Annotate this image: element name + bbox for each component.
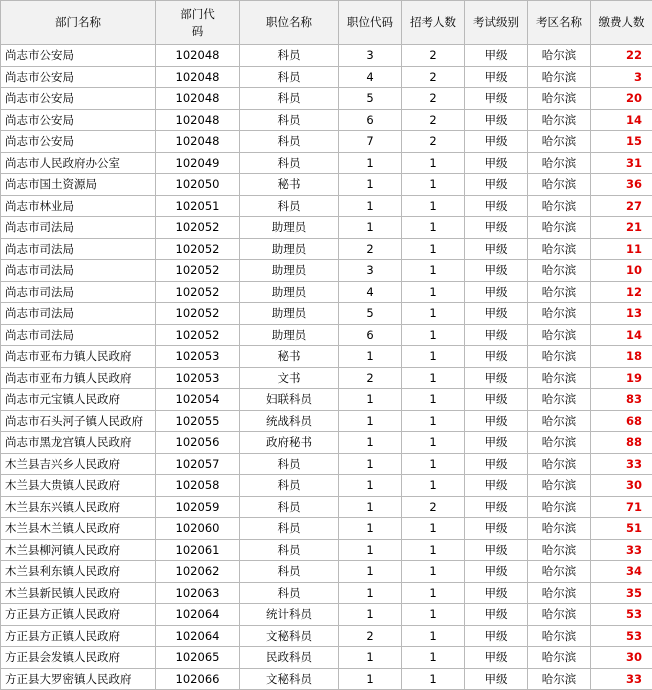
cell-dept-name: 尚志市元宝镇人民政府 — [1, 389, 156, 411]
table-row — [1, 324, 652, 346]
cell-dept-code: 102059 — [156, 496, 240, 518]
cell-position-code: 3 — [339, 45, 402, 67]
header-paid-count: 缴费人数 — [591, 1, 652, 45]
cell-paid-count: 21 — [591, 217, 652, 239]
table-row — [1, 152, 652, 174]
cell-exam-area: 哈尔滨 — [528, 324, 591, 346]
cell-exam-level: 甲级 — [465, 324, 528, 346]
cell-position-name: 科员 — [240, 152, 339, 174]
cell-position-code: 7 — [339, 131, 402, 153]
cell-exam-area: 哈尔滨 — [528, 238, 591, 260]
table-row — [1, 496, 652, 518]
cell-position-code: 1 — [339, 195, 402, 217]
cell-paid-count: 31 — [591, 152, 652, 174]
table-row — [1, 238, 652, 260]
cell-paid-count: 22 — [591, 45, 652, 67]
header-position-code: 职位代码 — [339, 1, 402, 45]
cell-position-code: 1 — [339, 174, 402, 196]
cell-position-code: 1 — [339, 582, 402, 604]
cell-position-code: 1 — [339, 152, 402, 174]
cell-exam-level: 甲级 — [465, 389, 528, 411]
cell-recruit-count: 2 — [402, 66, 465, 88]
cell-recruit-count: 1 — [402, 539, 465, 561]
cell-exam-area: 哈尔滨 — [528, 518, 591, 540]
cell-dept-name: 尚志市司法局 — [1, 281, 156, 303]
cell-recruit-count: 1 — [402, 410, 465, 432]
cell-position-name: 文秘科员 — [240, 625, 339, 647]
table-row — [1, 367, 652, 389]
cell-dept-code: 102060 — [156, 518, 240, 540]
cell-dept-code: 102055 — [156, 410, 240, 432]
cell-position-name: 助理员 — [240, 217, 339, 239]
cell-exam-level: 甲级 — [465, 303, 528, 325]
cell-position-code: 1 — [339, 668, 402, 690]
cell-exam-level: 甲级 — [465, 668, 528, 690]
cell-paid-count: 14 — [591, 109, 652, 131]
table-row — [1, 561, 652, 583]
cell-exam-level: 甲级 — [465, 367, 528, 389]
cell-exam-area: 哈尔滨 — [528, 410, 591, 432]
cell-exam-level: 甲级 — [465, 152, 528, 174]
cell-exam-area: 哈尔滨 — [528, 109, 591, 131]
cell-exam-level: 甲级 — [465, 582, 528, 604]
cell-exam-area: 哈尔滨 — [528, 561, 591, 583]
cell-dept-code: 102064 — [156, 625, 240, 647]
cell-position-name: 科员 — [240, 582, 339, 604]
cell-exam-area: 哈尔滨 — [528, 647, 591, 669]
header-exam-area: 考区名称 — [528, 1, 591, 45]
cell-position-name: 科员 — [240, 518, 339, 540]
cell-recruit-count: 1 — [402, 281, 465, 303]
cell-position-name: 科员 — [240, 475, 339, 497]
cell-exam-level: 甲级 — [465, 475, 528, 497]
header-dept-code: 部门代码 — [156, 1, 240, 45]
cell-dept-name: 尚志市司法局 — [1, 260, 156, 282]
cell-position-code: 6 — [339, 324, 402, 346]
cell-exam-level: 甲级 — [465, 453, 528, 475]
cell-dept-code: 102052 — [156, 260, 240, 282]
cell-recruit-count: 1 — [402, 604, 465, 626]
cell-dept-name: 尚志市人民政府办公室 — [1, 152, 156, 174]
cell-dept-code: 102053 — [156, 346, 240, 368]
cell-exam-area: 哈尔滨 — [528, 66, 591, 88]
cell-position-name: 助理员 — [240, 281, 339, 303]
cell-dept-name: 木兰县利东镇人民政府 — [1, 561, 156, 583]
table-row — [1, 518, 652, 540]
cell-position-code: 1 — [339, 604, 402, 626]
cell-paid-count: 15 — [591, 131, 652, 153]
cell-exam-area: 哈尔滨 — [528, 260, 591, 282]
cell-position-name: 科员 — [240, 131, 339, 153]
cell-dept-code: 102056 — [156, 432, 240, 454]
cell-dept-name: 尚志市国土资源局 — [1, 174, 156, 196]
cell-position-code: 5 — [339, 88, 402, 110]
cell-dept-name: 尚志市石头河子镇人民政府 — [1, 410, 156, 432]
cell-dept-code: 102066 — [156, 668, 240, 690]
cell-dept-code: 102057 — [156, 453, 240, 475]
cell-paid-count: 71 — [591, 496, 652, 518]
cell-exam-area: 哈尔滨 — [528, 668, 591, 690]
cell-dept-name: 方正县方正镇人民政府 — [1, 625, 156, 647]
cell-exam-level: 甲级 — [465, 109, 528, 131]
cell-exam-level: 甲级 — [465, 174, 528, 196]
cell-paid-count: 53 — [591, 604, 652, 626]
header-recruit-count: 招考人数 — [402, 1, 465, 45]
cell-position-code: 1 — [339, 410, 402, 432]
cell-dept-code: 102053 — [156, 367, 240, 389]
cell-exam-level: 甲级 — [465, 432, 528, 454]
cell-position-code: 1 — [339, 475, 402, 497]
cell-position-name: 科员 — [240, 453, 339, 475]
cell-position-code: 1 — [339, 432, 402, 454]
cell-position-name: 科员 — [240, 109, 339, 131]
cell-dept-name: 尚志市公安局 — [1, 131, 156, 153]
cell-position-name: 助理员 — [240, 238, 339, 260]
cell-position-code: 4 — [339, 281, 402, 303]
cell-position-name: 科员 — [240, 45, 339, 67]
cell-recruit-count: 1 — [402, 453, 465, 475]
cell-dept-name: 木兰县吉兴乡人民政府 — [1, 453, 156, 475]
cell-dept-name: 尚志市公安局 — [1, 109, 156, 131]
table-row — [1, 45, 652, 67]
cell-exam-area: 哈尔滨 — [528, 88, 591, 110]
cell-position-name: 助理员 — [240, 324, 339, 346]
cell-dept-name: 尚志市司法局 — [1, 238, 156, 260]
cell-exam-area: 哈尔滨 — [528, 131, 591, 153]
table-row — [1, 303, 652, 325]
cell-position-code: 1 — [339, 561, 402, 583]
header-exam-level: 考试级别 — [465, 1, 528, 45]
table-row — [1, 647, 652, 669]
cell-dept-code: 102052 — [156, 238, 240, 260]
cell-dept-name: 尚志市司法局 — [1, 217, 156, 239]
cell-exam-level: 甲级 — [465, 88, 528, 110]
cell-exam-area: 哈尔滨 — [528, 303, 591, 325]
cell-dept-code: 102049 — [156, 152, 240, 174]
cell-dept-code: 102052 — [156, 303, 240, 325]
cell-recruit-count: 1 — [402, 303, 465, 325]
cell-position-code: 2 — [339, 367, 402, 389]
cell-exam-area: 哈尔滨 — [528, 174, 591, 196]
cell-exam-level: 甲级 — [465, 518, 528, 540]
cell-dept-name: 木兰县大贵镇人民政府 — [1, 475, 156, 497]
cell-dept-code: 102048 — [156, 88, 240, 110]
cell-dept-code: 102048 — [156, 131, 240, 153]
cell-exam-level: 甲级 — [465, 604, 528, 626]
cell-recruit-count: 1 — [402, 561, 465, 583]
cell-paid-count: 83 — [591, 389, 652, 411]
cell-exam-area: 哈尔滨 — [528, 453, 591, 475]
cell-recruit-count: 1 — [402, 152, 465, 174]
cell-exam-level: 甲级 — [465, 238, 528, 260]
cell-position-name: 政府秘书 — [240, 432, 339, 454]
cell-paid-count: 36 — [591, 174, 652, 196]
cell-exam-level: 甲级 — [465, 45, 528, 67]
cell-position-name: 秘书 — [240, 346, 339, 368]
cell-exam-level: 甲级 — [465, 260, 528, 282]
header-row — [1, 1, 652, 45]
cell-dept-name: 尚志市司法局 — [1, 303, 156, 325]
cell-paid-count: 68 — [591, 410, 652, 432]
cell-dept-name: 尚志市司法局 — [1, 324, 156, 346]
cell-exam-area: 哈尔滨 — [528, 367, 591, 389]
cell-position-code: 2 — [339, 625, 402, 647]
table-row — [1, 217, 652, 239]
cell-exam-area: 哈尔滨 — [528, 389, 591, 411]
table-row — [1, 410, 652, 432]
cell-dept-name: 尚志市公安局 — [1, 45, 156, 67]
cell-position-code: 1 — [339, 496, 402, 518]
header-dept-name: 部门名称 — [1, 1, 156, 45]
cell-paid-count: 27 — [591, 195, 652, 217]
cell-recruit-count: 1 — [402, 367, 465, 389]
cell-dept-code: 102062 — [156, 561, 240, 583]
cell-dept-name: 尚志市公安局 — [1, 66, 156, 88]
cell-paid-count: 30 — [591, 647, 652, 669]
cell-recruit-count: 1 — [402, 217, 465, 239]
cell-dept-code: 102052 — [156, 217, 240, 239]
cell-exam-level: 甲级 — [465, 539, 528, 561]
cell-exam-level: 甲级 — [465, 346, 528, 368]
cell-exam-area: 哈尔滨 — [528, 217, 591, 239]
cell-recruit-count: 2 — [402, 131, 465, 153]
cell-dept-code: 102061 — [156, 539, 240, 561]
cell-dept-name: 尚志市亚布力镇人民政府 — [1, 346, 156, 368]
cell-recruit-count: 1 — [402, 432, 465, 454]
cell-paid-count: 3 — [591, 66, 652, 88]
cell-exam-level: 甲级 — [465, 217, 528, 239]
cell-exam-level: 甲级 — [465, 625, 528, 647]
cell-position-code: 1 — [339, 518, 402, 540]
cell-paid-count: 34 — [591, 561, 652, 583]
cell-dept-code: 102052 — [156, 324, 240, 346]
table-row — [1, 281, 652, 303]
table-row — [1, 174, 652, 196]
cell-paid-count: 30 — [591, 475, 652, 497]
cell-position-name: 统计科员 — [240, 604, 339, 626]
cell-position-code: 5 — [339, 303, 402, 325]
cell-dept-name: 方正县大罗密镇人民政府 — [1, 668, 156, 690]
cell-position-name: 助理员 — [240, 260, 339, 282]
cell-paid-count: 33 — [591, 453, 652, 475]
cell-position-name: 科员 — [240, 496, 339, 518]
cell-exam-level: 甲级 — [465, 281, 528, 303]
cell-position-name: 科员 — [240, 195, 339, 217]
cell-exam-level: 甲级 — [465, 410, 528, 432]
cell-dept-name: 方正县方正镇人民政府 — [1, 604, 156, 626]
cell-position-code: 1 — [339, 389, 402, 411]
cell-position-name: 妇联科员 — [240, 389, 339, 411]
cell-position-code: 1 — [339, 647, 402, 669]
cell-dept-code: 102054 — [156, 389, 240, 411]
cell-position-name: 科员 — [240, 66, 339, 88]
cell-recruit-count: 1 — [402, 389, 465, 411]
cell-paid-count: 19 — [591, 367, 652, 389]
cell-recruit-count: 1 — [402, 647, 465, 669]
cell-exam-level: 甲级 — [465, 66, 528, 88]
cell-dept-code: 102050 — [156, 174, 240, 196]
cell-dept-code: 102048 — [156, 45, 240, 67]
cell-exam-area: 哈尔滨 — [528, 496, 591, 518]
cell-exam-level: 甲级 — [465, 647, 528, 669]
cell-dept-code: 102052 — [156, 281, 240, 303]
cell-dept-code: 102048 — [156, 109, 240, 131]
cell-recruit-count: 1 — [402, 195, 465, 217]
cell-recruit-count: 1 — [402, 518, 465, 540]
cell-paid-count: 20 — [591, 88, 652, 110]
cell-recruit-count: 1 — [402, 324, 465, 346]
cell-dept-name: 尚志市公安局 — [1, 88, 156, 110]
cell-dept-code: 102063 — [156, 582, 240, 604]
cell-position-name: 文秘科员 — [240, 668, 339, 690]
table-row — [1, 389, 652, 411]
cell-exam-area: 哈尔滨 — [528, 582, 591, 604]
cell-recruit-count: 1 — [402, 260, 465, 282]
table-row — [1, 668, 652, 690]
cell-paid-count: 53 — [591, 625, 652, 647]
cell-position-name: 助理员 — [240, 303, 339, 325]
table-row — [1, 260, 652, 282]
cell-position-code: 1 — [339, 346, 402, 368]
cell-recruit-count: 1 — [402, 625, 465, 647]
cell-paid-count: 11 — [591, 238, 652, 260]
cell-exam-area: 哈尔滨 — [528, 475, 591, 497]
table-row — [1, 195, 652, 217]
cell-exam-level: 甲级 — [465, 561, 528, 583]
cell-dept-code: 102058 — [156, 475, 240, 497]
cell-recruit-count: 1 — [402, 668, 465, 690]
cell-dept-name: 木兰县东兴镇人民政府 — [1, 496, 156, 518]
cell-paid-count: 33 — [591, 668, 652, 690]
cell-paid-count: 88 — [591, 432, 652, 454]
cell-recruit-count: 1 — [402, 346, 465, 368]
cell-exam-level: 甲级 — [465, 131, 528, 153]
cell-exam-area: 哈尔滨 — [528, 152, 591, 174]
cell-dept-name: 木兰县木兰镇人民政府 — [1, 518, 156, 540]
cell-dept-code: 102048 — [156, 66, 240, 88]
table-row — [1, 432, 652, 454]
cell-exam-area: 哈尔滨 — [528, 432, 591, 454]
cell-paid-count: 33 — [591, 539, 652, 561]
cell-paid-count: 13 — [591, 303, 652, 325]
cell-recruit-count: 2 — [402, 45, 465, 67]
cell-position-code: 4 — [339, 66, 402, 88]
table-row — [1, 131, 652, 153]
cell-dept-name: 尚志市黑龙宫镇人民政府 — [1, 432, 156, 454]
cell-recruit-count: 2 — [402, 88, 465, 110]
cell-position-name: 文书 — [240, 367, 339, 389]
cell-exam-area: 哈尔滨 — [528, 281, 591, 303]
table-row — [1, 346, 652, 368]
table-row — [1, 109, 652, 131]
table-row — [1, 88, 652, 110]
cell-dept-name: 方正县会发镇人民政府 — [1, 647, 156, 669]
cell-position-name: 民政科员 — [240, 647, 339, 669]
cell-paid-count: 14 — [591, 324, 652, 346]
cell-position-name: 统战科员 — [240, 410, 339, 432]
cell-paid-count: 18 — [591, 346, 652, 368]
cell-position-code: 6 — [339, 109, 402, 131]
cell-dept-name: 木兰县柳河镇人民政府 — [1, 539, 156, 561]
cell-paid-count: 51 — [591, 518, 652, 540]
cell-exam-area: 哈尔滨 — [528, 195, 591, 217]
cell-position-code: 1 — [339, 539, 402, 561]
cell-recruit-count: 1 — [402, 174, 465, 196]
cell-exam-level: 甲级 — [465, 496, 528, 518]
cell-recruit-count: 1 — [402, 238, 465, 260]
table-row — [1, 475, 652, 497]
cell-dept-code: 102065 — [156, 647, 240, 669]
cell-exam-area: 哈尔滨 — [528, 604, 591, 626]
cell-position-code: 2 — [339, 238, 402, 260]
table-row — [1, 66, 652, 88]
cell-exam-area: 哈尔滨 — [528, 625, 591, 647]
cell-paid-count: 35 — [591, 582, 652, 604]
cell-recruit-count: 2 — [402, 496, 465, 518]
cell-exam-area: 哈尔滨 — [528, 346, 591, 368]
cell-dept-code: 102064 — [156, 604, 240, 626]
cell-dept-code: 102051 — [156, 195, 240, 217]
cell-recruit-count: 1 — [402, 475, 465, 497]
header-position-name: 职位名称 — [240, 1, 339, 45]
cell-position-code: 1 — [339, 453, 402, 475]
cell-paid-count: 10 — [591, 260, 652, 282]
cell-exam-area: 哈尔滨 — [528, 45, 591, 67]
cell-position-name: 科员 — [240, 88, 339, 110]
table-row — [1, 582, 652, 604]
table-row — [1, 453, 652, 475]
cell-position-code: 3 — [339, 260, 402, 282]
cell-dept-name: 尚志市林业局 — [1, 195, 156, 217]
cell-position-name: 科员 — [240, 539, 339, 561]
table-row — [1, 625, 652, 647]
table-row — [1, 539, 652, 561]
table-row — [1, 604, 652, 626]
cell-exam-area: 哈尔滨 — [528, 539, 591, 561]
cell-recruit-count: 2 — [402, 109, 465, 131]
cell-recruit-count: 1 — [402, 582, 465, 604]
cell-paid-count: 12 — [591, 281, 652, 303]
cell-dept-name: 木兰县新民镇人民政府 — [1, 582, 156, 604]
cell-position-name: 科员 — [240, 561, 339, 583]
cell-position-name: 秘书 — [240, 174, 339, 196]
cell-position-code: 1 — [339, 217, 402, 239]
cell-exam-level: 甲级 — [465, 195, 528, 217]
cell-dept-name: 尚志市亚布力镇人民政府 — [1, 367, 156, 389]
